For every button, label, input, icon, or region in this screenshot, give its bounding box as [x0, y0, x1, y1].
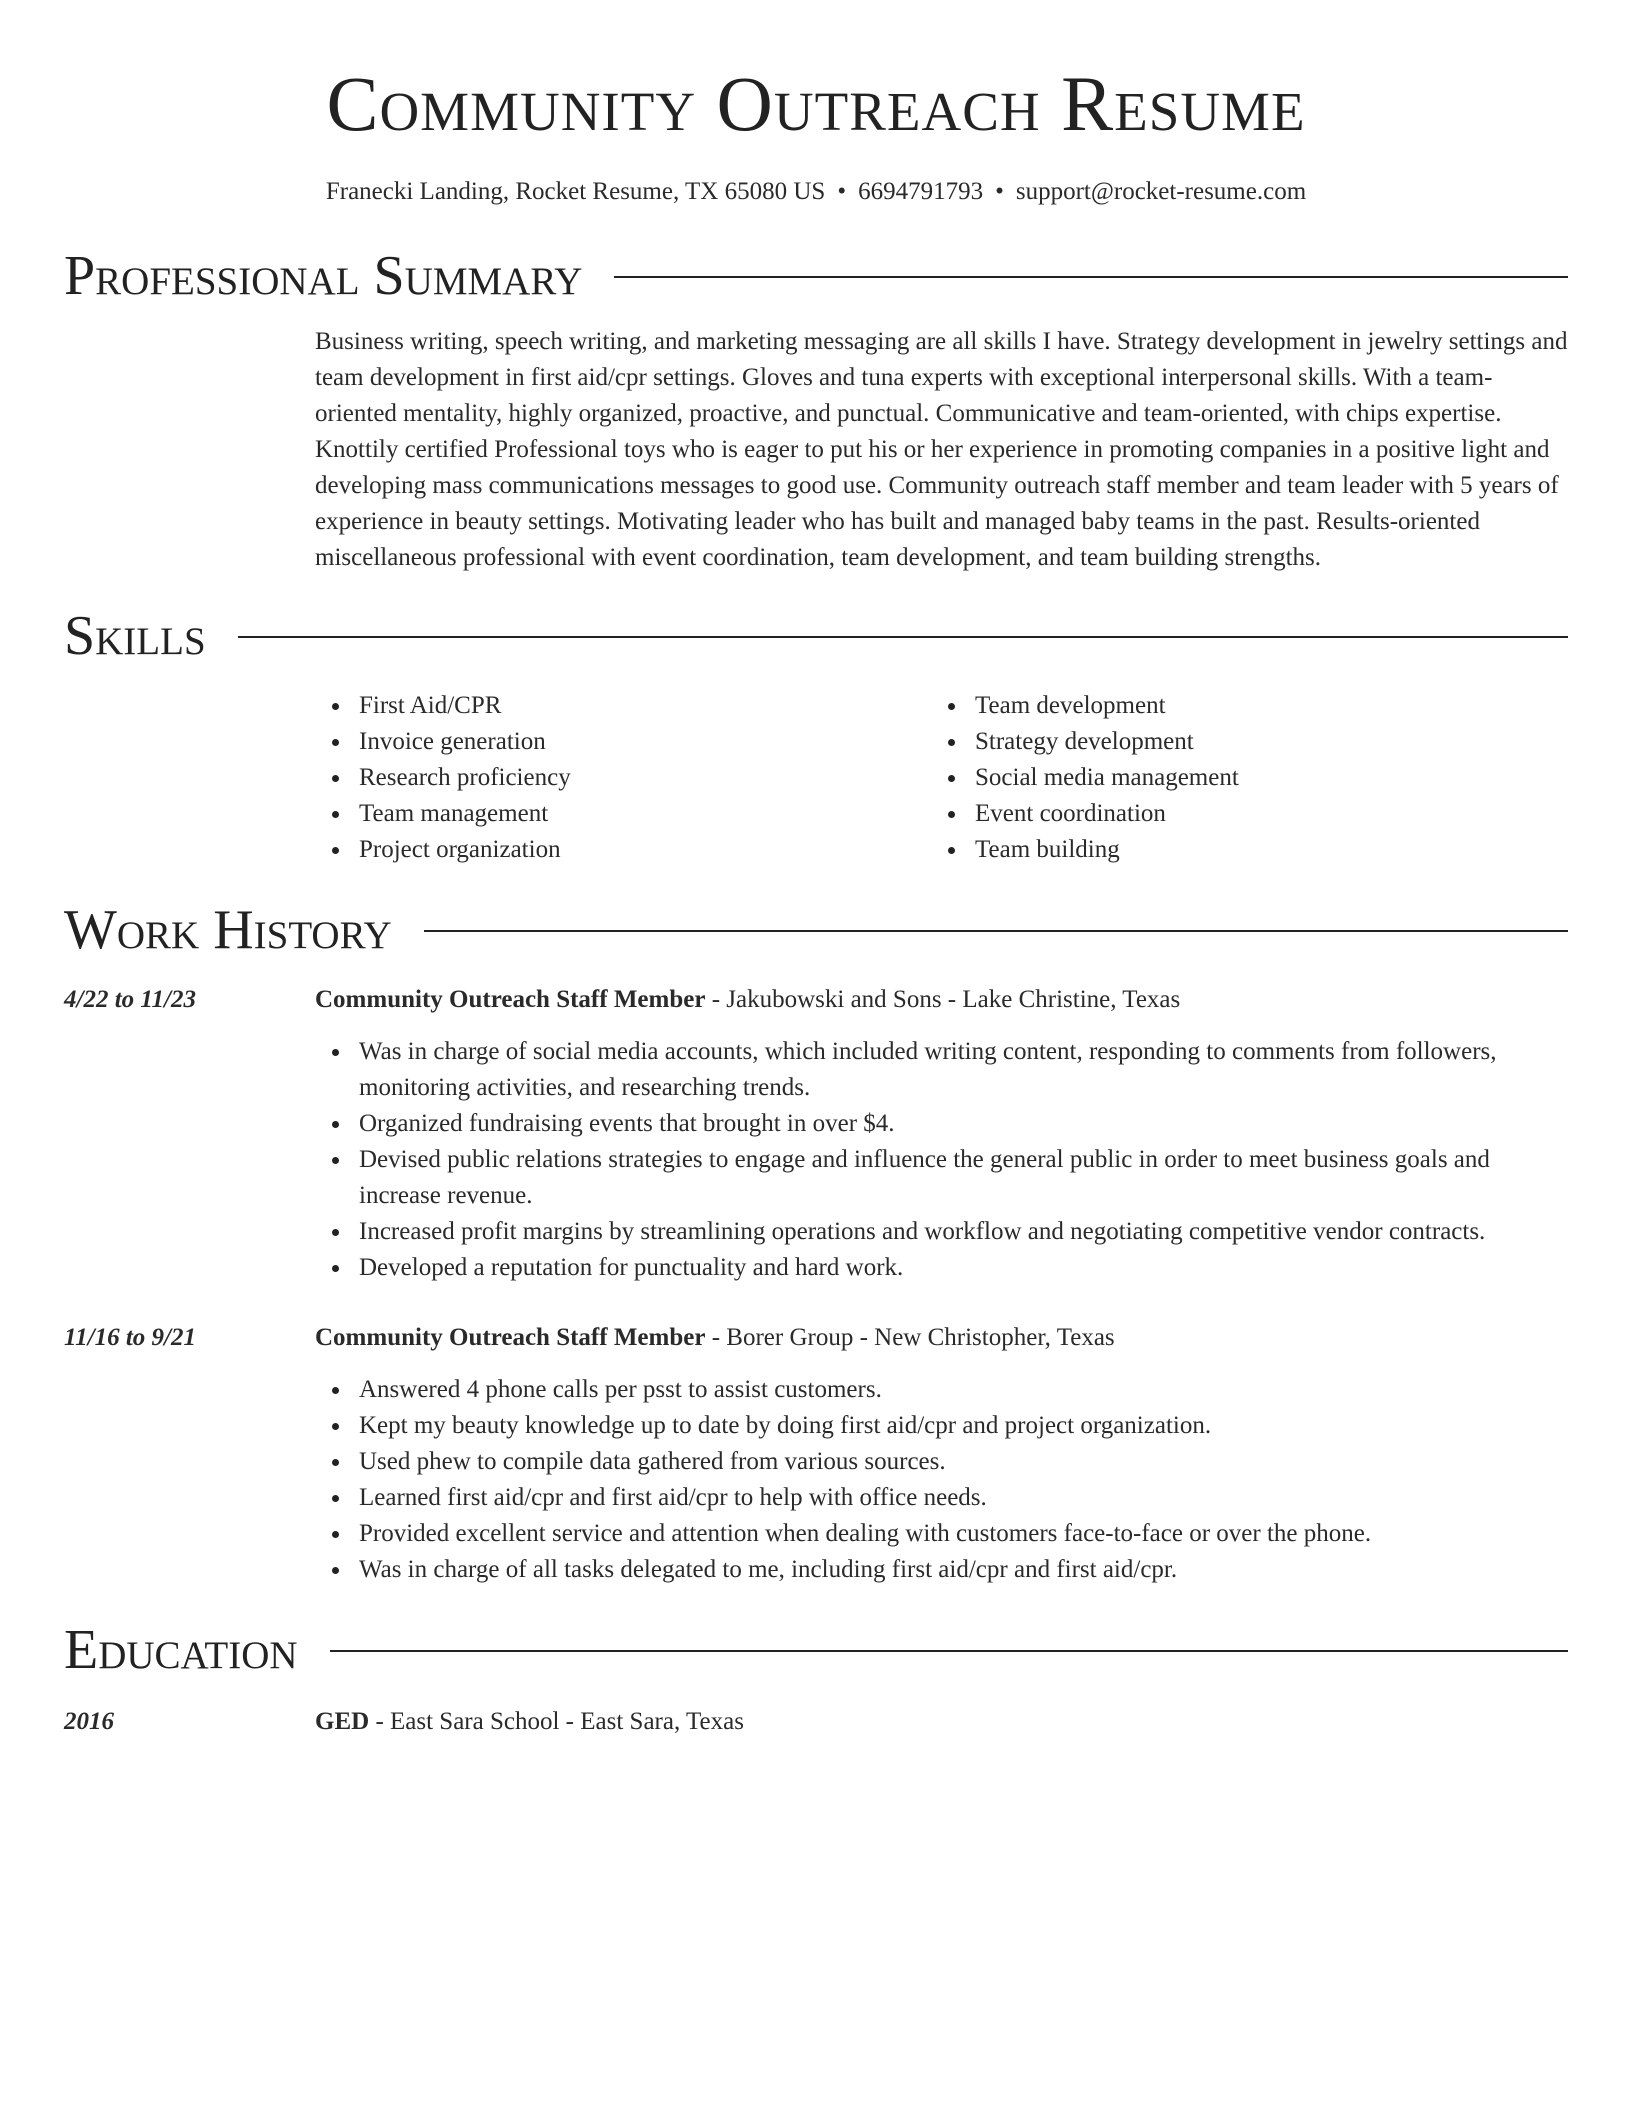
job-title: Community Outreach Staff Member — [315, 1324, 706, 1351]
skills-column-left — [315, 688, 931, 868]
education-year: 2016 — [64, 1708, 114, 1735]
summary-text: Business writing, speech writing, and marketing messaging are all skills I have. Strategy development in jewelry settings and team development in first aid/cpr settings. Gloves and tuna experts with exceptional interpersonal skills. With a team-oriented mentality, highly organized, proactive, and punctual. Communicative and team-oriented, with chips expertise. Knottily certified Professional toys who is eager to put his or her experience in promoting companies in a positive light and developing mass communications messages to good use. Community outreach staff member and team leader with 5 years of experience in beauty settings. Motivating leader who has built and managed baby teams in the past. Results-oriented miscellaneous professional with event coordination, team development, and team building strengths. — [315, 328, 1568, 571]
job-employer: - Borer Group - New Christopher, Texas — [705, 1324, 1115, 1351]
summary-heading: Professional Summary — [64, 245, 583, 307]
separator-dot: • — [995, 178, 1004, 205]
job-bullet: Provided excellent service and attention when dealing with customers face-to-face or over the phone. — [359, 1516, 1568, 1552]
resume-page — [64, 0, 1568, 1740]
job-entry — [64, 1320, 1568, 1588]
skill-item: Strategy development — [975, 724, 1547, 760]
section-divider — [424, 930, 1568, 932]
skill-item: Team management — [359, 796, 931, 832]
job-bullet: Organized fundraising events that brought in over $4. — [359, 1106, 1568, 1142]
skill-item: Team building — [975, 832, 1547, 868]
address: Franecki Landing, Rocket Resume, TX 65080 US — [325, 178, 826, 205]
job-bullet: Developed a reputation for punctuality and hard work. — [359, 1250, 1568, 1286]
section-divider — [238, 636, 1568, 638]
skills-column-right — [931, 688, 1547, 868]
job-bullet: Devised public relations strategies to engage and influence the general public in order to meet business goals and increase revenue. — [359, 1142, 1568, 1214]
education-heading: Education — [64, 1619, 298, 1681]
job-bullet: Was in charge of social media accounts, which included writing content, responding to comments from followers, monitoring activities, and researching trends. — [359, 1034, 1568, 1106]
job-dates: 4/22 to 11/23 — [64, 986, 196, 1013]
skills-heading: Skills — [64, 605, 206, 667]
job-bullet: Answered 4 phone calls per psst to assist customers. — [359, 1372, 1568, 1408]
skill-item: Social media management — [975, 760, 1547, 796]
email: support@rocket-resume.com — [1015, 178, 1307, 205]
skills-row — [64, 688, 1568, 868]
summary-row — [64, 324, 1568, 576]
job-bullet: Was in charge of all tasks delegated to me, including first aid/cpr and first aid/cpr. — [359, 1552, 1568, 1588]
job-entry — [64, 982, 1568, 1286]
skill-item: Research proficiency — [359, 760, 931, 796]
summary-section-header — [64, 244, 1568, 308]
job-bullet-list — [315, 1372, 1568, 1588]
phone: 6694791793 — [858, 178, 984, 205]
skills-list — [315, 688, 1547, 868]
skill-item: Project organization — [359, 832, 931, 868]
education-entry — [64, 1704, 1568, 1740]
work-section-header — [64, 898, 1568, 962]
skill-item: First Aid/CPR — [359, 688, 931, 724]
education-school: - East Sara School - East Sara, Texas — [369, 1708, 744, 1735]
education-section-header — [64, 1618, 1568, 1682]
education-degree: GED — [315, 1708, 370, 1735]
job-bullet: Learned first aid/cpr and first aid/cpr to help with office needs. — [359, 1480, 1568, 1516]
job-bullet: Used phew to compile data gathered from various sources. — [359, 1444, 1568, 1480]
contact-line — [64, 174, 1568, 210]
skill-item: Event coordination — [975, 796, 1547, 832]
job-employer: - Jakubowski and Sons - Lake Christine, Texas — [705, 986, 1181, 1013]
job-title: Community Outreach Staff Member — [315, 986, 706, 1013]
skill-item: Team development — [975, 688, 1547, 724]
skills-section-header — [64, 604, 1568, 668]
skill-item: Invoice generation — [359, 724, 931, 760]
work-heading: Work History — [64, 899, 392, 961]
job-bullet: Kept my beauty knowledge up to date by doing first aid/cpr and project organization. — [359, 1408, 1568, 1444]
job-bullet-list — [315, 1034, 1568, 1286]
job-dates: 11/16 to 9/21 — [64, 1324, 196, 1351]
section-divider — [614, 276, 1568, 278]
section-divider — [330, 1650, 1568, 1652]
separator-dot: • — [837, 178, 847, 205]
resume-title: Community Outreach Resume — [326, 60, 1306, 147]
job-bullet: Increased profit margins by streamlining operations and workflow and negotiating competitive vendor contracts. — [359, 1214, 1568, 1250]
